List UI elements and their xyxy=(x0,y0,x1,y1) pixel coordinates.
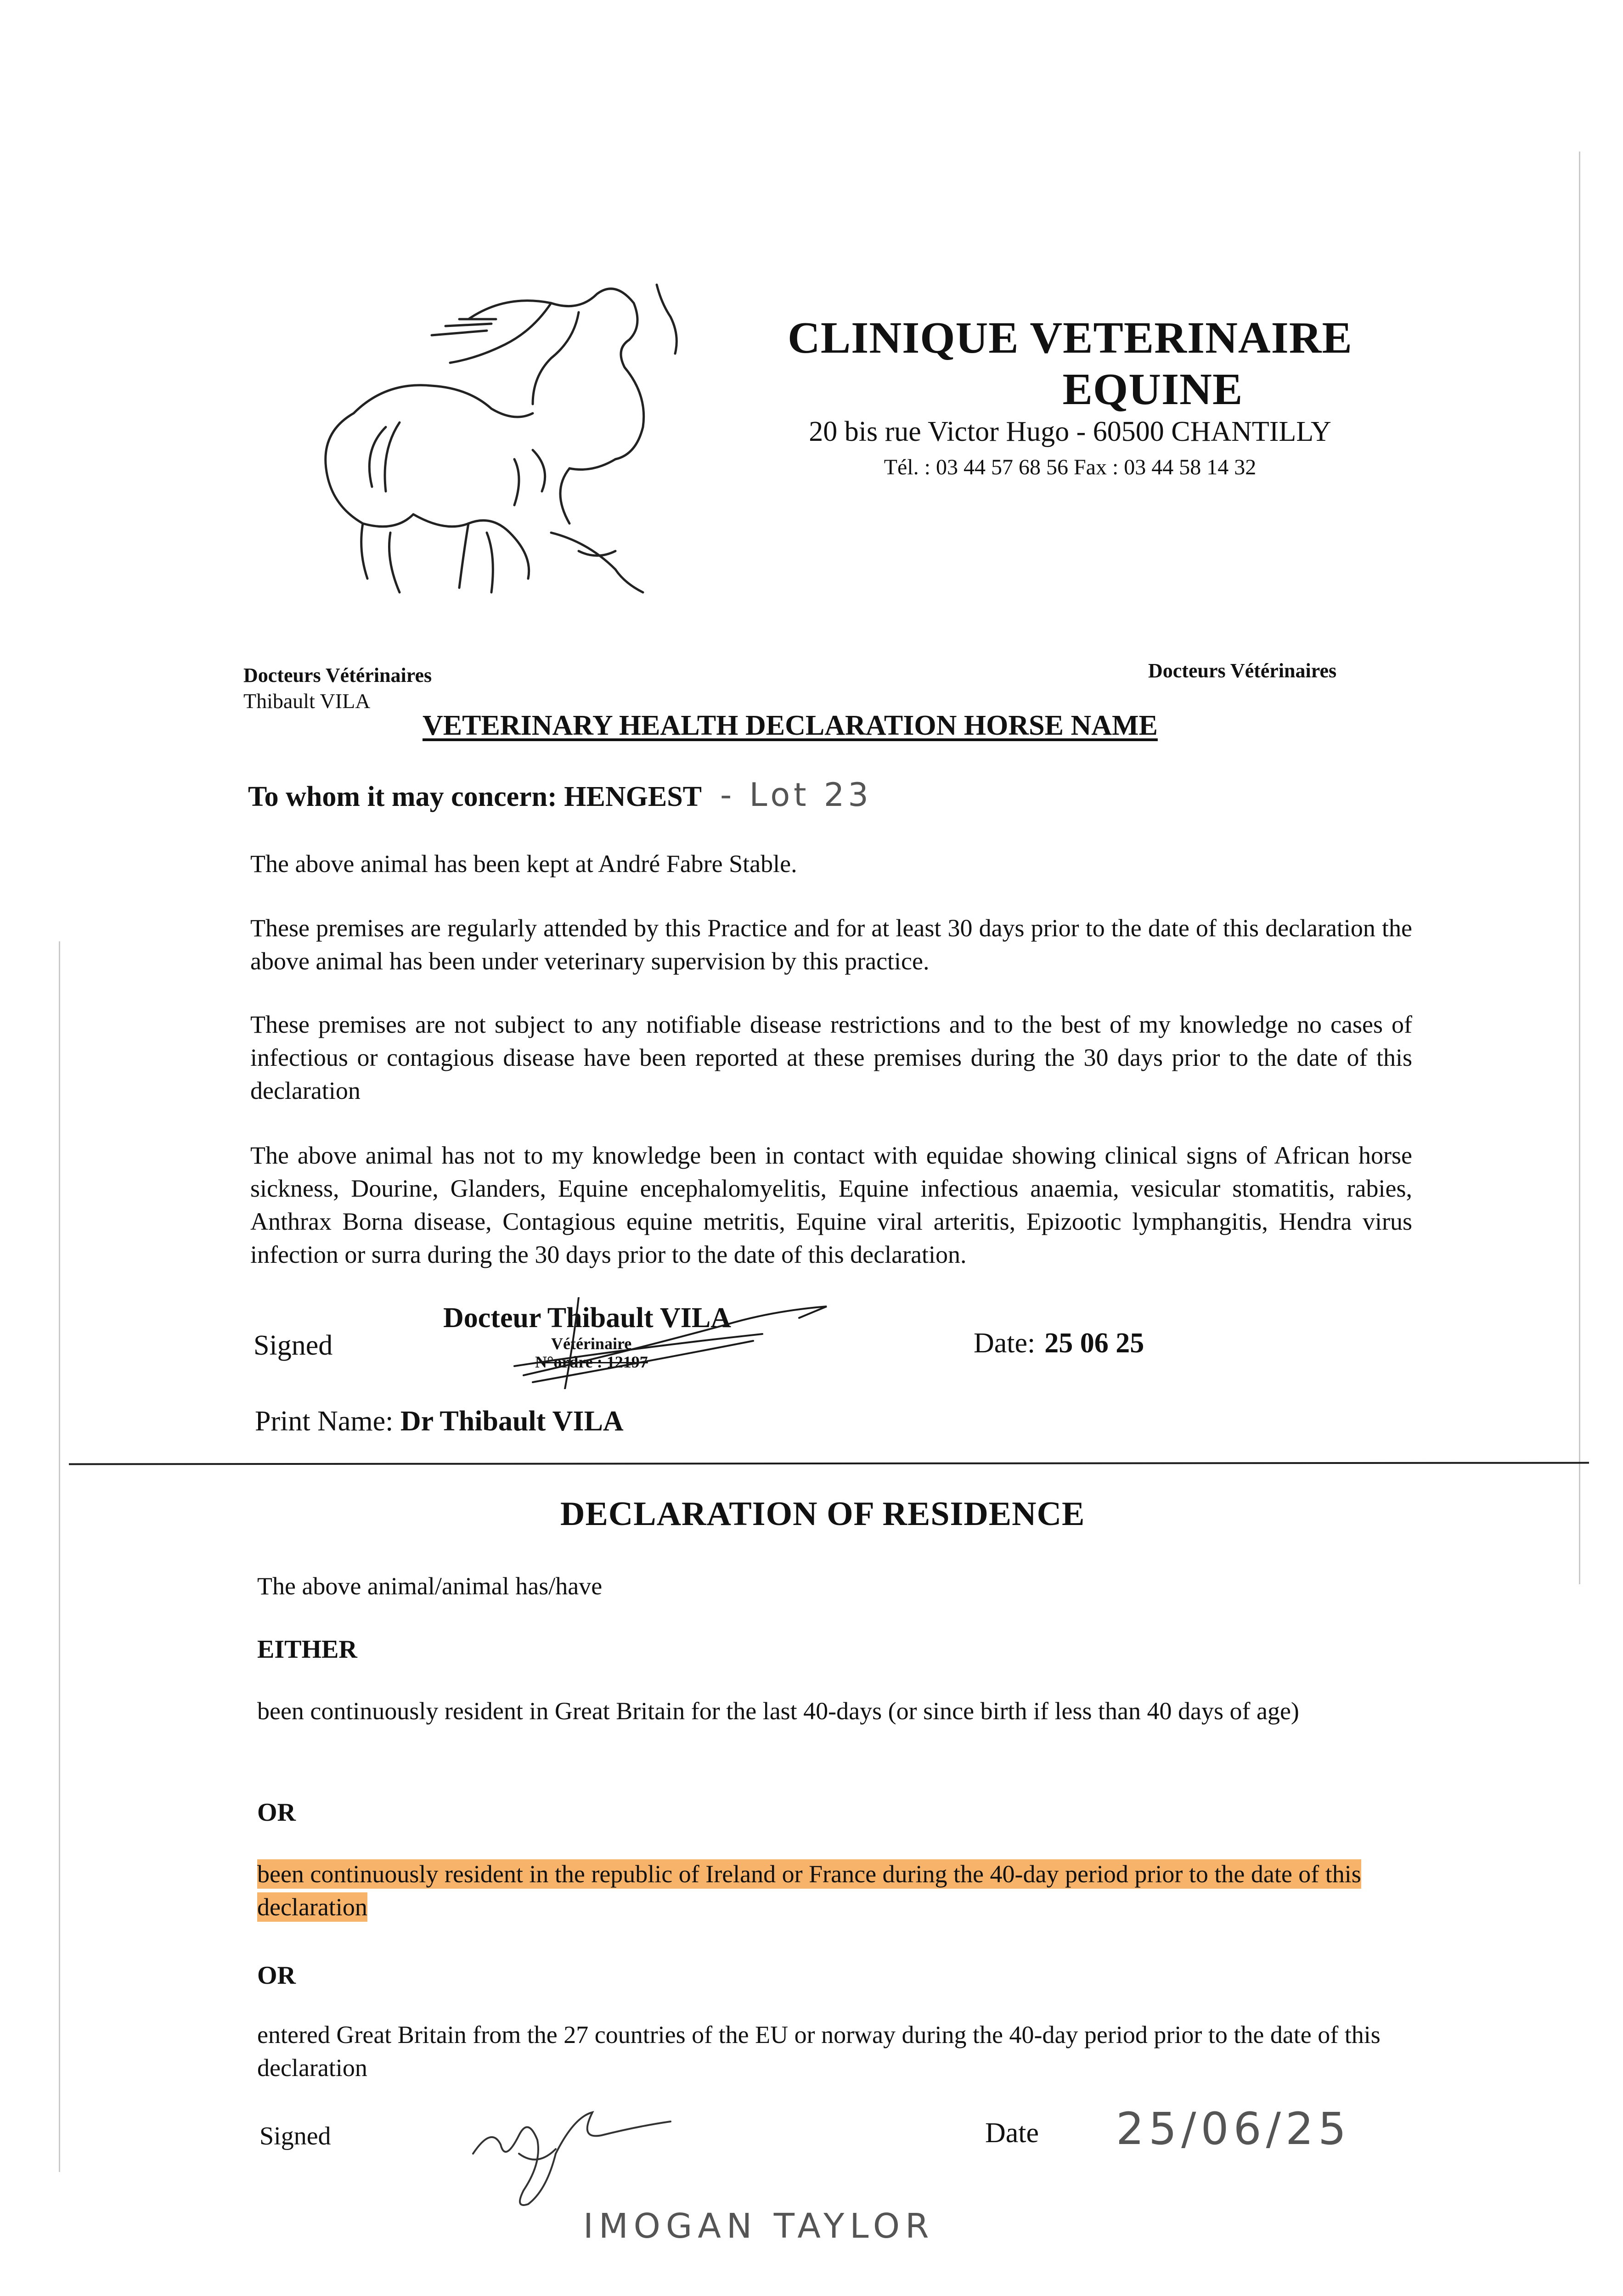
health-para-2: These premises are regularly attended by this Practice and for at least 30 days prior to the date of this declaration the above animal has been under veterinary supervision by this practice. xyxy=(250,914,1412,975)
scan-edge-right xyxy=(1579,152,1580,1584)
residence-or-2: OR xyxy=(257,1961,296,1990)
health-declaration-title: VETERINARY HEALTH DECLARATION HORSE NAME xyxy=(423,710,1158,741)
stamp-number: N°ordre : 12197 xyxy=(535,1353,648,1371)
residence-name-handwritten: IMOGAN TAYLOR xyxy=(583,2206,935,2246)
residence-option-3: entered Great Britain from the 27 countries of the EU or norway during the 40-day period prior to the date of this declaration xyxy=(257,2021,1381,2082)
residence-date-handwritten: 25/06/25 xyxy=(1116,2103,1351,2155)
vet-signature-icon xyxy=(441,1297,873,1389)
clinic-name-line2: EQUINE xyxy=(1062,365,1243,414)
health-date-label: Date: xyxy=(974,1328,1036,1359)
stamp-title: Docteur Thibault VILA xyxy=(443,1302,732,1334)
health-signed-label: Signed xyxy=(254,1330,333,1361)
owner-signature-icon xyxy=(464,2099,721,2213)
stamp-subtitle: Vétérinaire xyxy=(551,1334,632,1353)
doctors-left-name: Thibault VILA xyxy=(243,689,371,713)
residence-option-2-highlighted: been continuously resident in the republic of Ireland or France during the 40-day period prior to the date of this declaration xyxy=(257,1860,1361,1921)
residence-date-label: Date xyxy=(985,2117,1039,2149)
health-para-1: The above animal has been kept at André Fabre Stable. xyxy=(250,850,797,878)
health-date xyxy=(974,1327,1144,1360)
print-name xyxy=(255,1405,624,1438)
residence-title: DECLARATION OF RESIDENCE xyxy=(560,1495,1085,1533)
doctors-right-title: Docteurs Vétérinaires xyxy=(1148,659,1337,682)
horse-logo-icon xyxy=(294,276,716,606)
clinic-name-line1: CLINIQUE VETERINAIRE xyxy=(788,313,1352,363)
residence-option-2 xyxy=(257,1857,1414,1924)
scan-edge-left xyxy=(59,941,60,2172)
clinic-address: 20 bis rue Victor Hugo - 60500 CHANTILLY xyxy=(809,416,1331,447)
print-name-label: Print Name: xyxy=(255,1406,394,1437)
health-para-3: These premises are not subject to any notifiable disease restrictions and to the best of my knowledge no cases of infectious or contagious disease have been reported at these premises during the 30 days prior to the date of this declaration xyxy=(250,1011,1412,1104)
concern-line xyxy=(248,776,872,814)
residence-or-1: OR xyxy=(257,1798,296,1827)
section-divider xyxy=(69,1462,1589,1465)
residence-signed-label: Signed xyxy=(259,2122,331,2150)
print-name-value: Dr Thibault VILA xyxy=(400,1406,624,1437)
residence-option-1: been continuously resident in Great Britain for the last 40-days (or since birth if less than 40 days of age) xyxy=(257,1697,1299,1725)
residence-intro: The above animal/animal has/have xyxy=(257,1572,603,1600)
concern-handwritten-lot: - Lot 23 xyxy=(720,776,872,814)
doctors-left-title: Docteurs Vétérinaires xyxy=(243,664,432,687)
residence-either: EITHER xyxy=(257,1635,357,1664)
concern-label: To whom it may concern: HENGEST xyxy=(248,781,702,812)
clinic-phone: Tél. : 03 44 57 68 56 Fax : 03 44 58 14 32 xyxy=(884,455,1257,479)
health-date-value: 25 06 25 xyxy=(1044,1328,1144,1359)
clinic-name xyxy=(758,312,1382,415)
health-para-4: The above animal has not to my knowledge been in contact with equidae showing clinical signs of African horse sickness, Dourine, Glanders, Equine encephalomyelitis, Equine infectious anaemia, vesicular stomatitis, rabies, Anthrax Borna disease, Contagious equine metritis, Equine viral arteritis, Epizootic lymphangitis, Hendra virus infection or surra during the 30 days prior to the date of this declaration. xyxy=(250,1142,1412,1268)
